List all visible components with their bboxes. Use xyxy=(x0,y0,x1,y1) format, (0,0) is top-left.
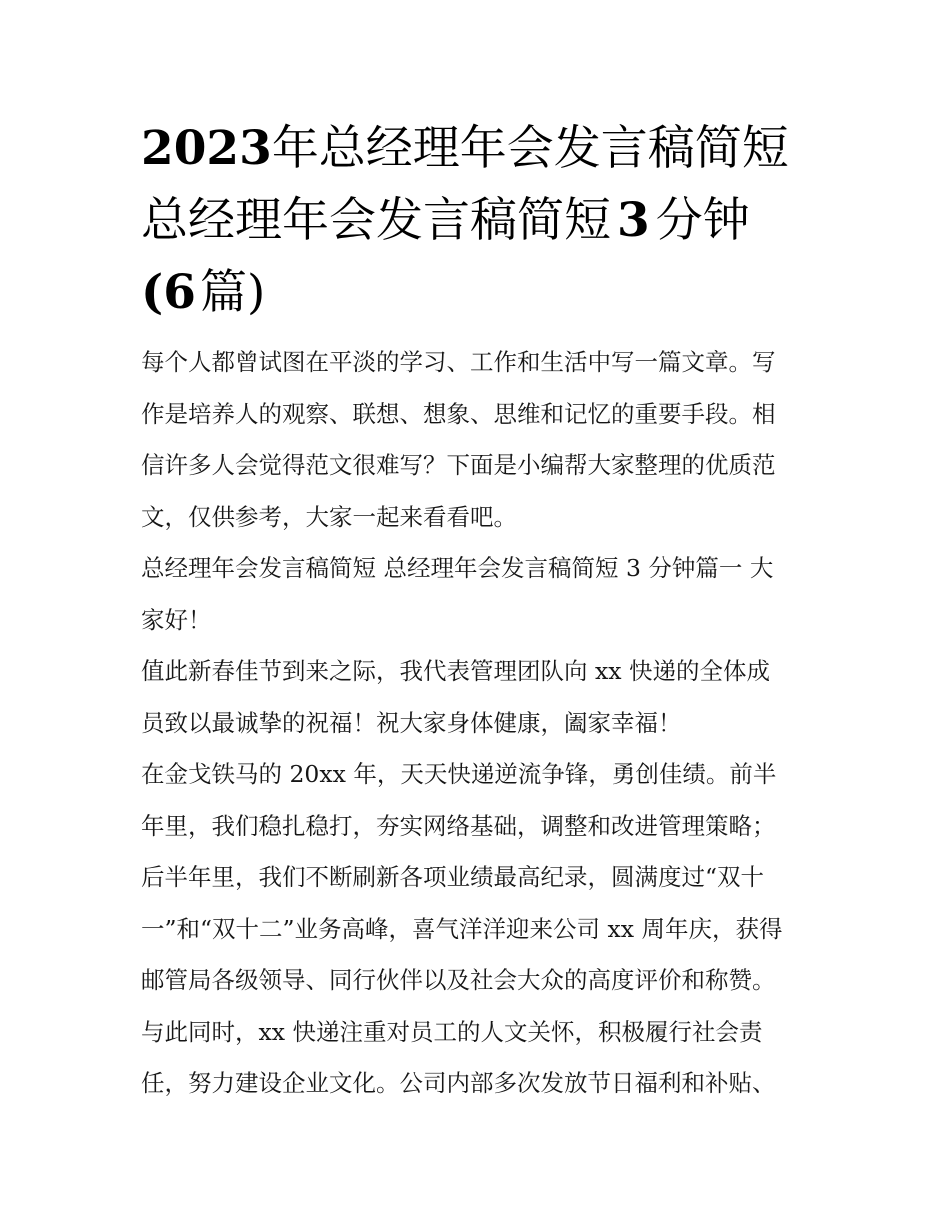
title-year: 2023 xyxy=(141,121,272,176)
text-line: 每个人都曾试图在平淡的学习、工作和生活中写一篇文章。写 xyxy=(141,348,776,376)
text-line: 一”和“双十二”业务高峰，喜气洋洋迎来公司 xx 周年庆，获得 xyxy=(141,914,783,943)
text-line: 信许多人会觉得范文很难写？下面是小编帮大家整理的优质范 xyxy=(141,451,776,479)
text-line: 员致以最诚挚的祝福！祝大家身体健康，阖家幸福！ xyxy=(141,708,682,737)
paragraph-section-heading xyxy=(141,543,813,646)
text-line: 邮管局各级领导、同行伙伴以及社会大众的高度评价和称赞。 xyxy=(141,966,776,994)
text-line: 任，努力建设企业文化。公司内部多次发放节日福利和补贴、 xyxy=(141,1069,776,1097)
text-line: 作是培养人的观察、联想、想象、思维和记忆的重要手段。相 xyxy=(141,399,776,428)
title-line-3 xyxy=(141,257,813,329)
title-text: 分钟 xyxy=(655,193,750,248)
text-line: 文，仅供参考，大家一起来看看吧。 xyxy=(141,502,517,531)
text-line: 与此同时，xx 快递注重对员工的人文关怀，积极履行社会责 xyxy=(141,1017,763,1046)
paragraph-review xyxy=(141,749,813,1110)
text-line: 值此新春佳节到来之际，我代表管理团队向 xx 快递的全体成 xyxy=(141,657,770,685)
text-line: 后半年里，我们不断刷新各项业绩最高纪录，圆满度过“双十 xyxy=(141,863,765,891)
text-line: 年里，我们稳扎稳打，夯实网络基础，调整和改进管理策略； xyxy=(141,811,776,840)
text-line: 在金戈铁马的 20xx 年，天天快递逆流争锋，勇创佳绩。前半 xyxy=(141,760,777,788)
paragraph-intro xyxy=(141,337,813,543)
title-line-2 xyxy=(141,185,813,257)
document-title xyxy=(141,113,813,329)
title-text: 篇) xyxy=(199,265,266,320)
text-line: 总经理年会发言稿简短 总经理年会发言稿简短 3 分钟篇一 大 xyxy=(141,554,774,582)
text-line: 家好！ xyxy=(141,605,212,634)
title-text: 年总经理年会发言稿简短 xyxy=(271,121,789,176)
title-line-1 xyxy=(141,113,813,185)
title-number: 3 xyxy=(617,193,650,248)
title-count: (6 xyxy=(141,265,196,320)
title-text: 总经理年会发言稿简短 xyxy=(141,193,611,248)
paragraph-greeting xyxy=(141,646,813,749)
document-body xyxy=(141,113,813,1110)
